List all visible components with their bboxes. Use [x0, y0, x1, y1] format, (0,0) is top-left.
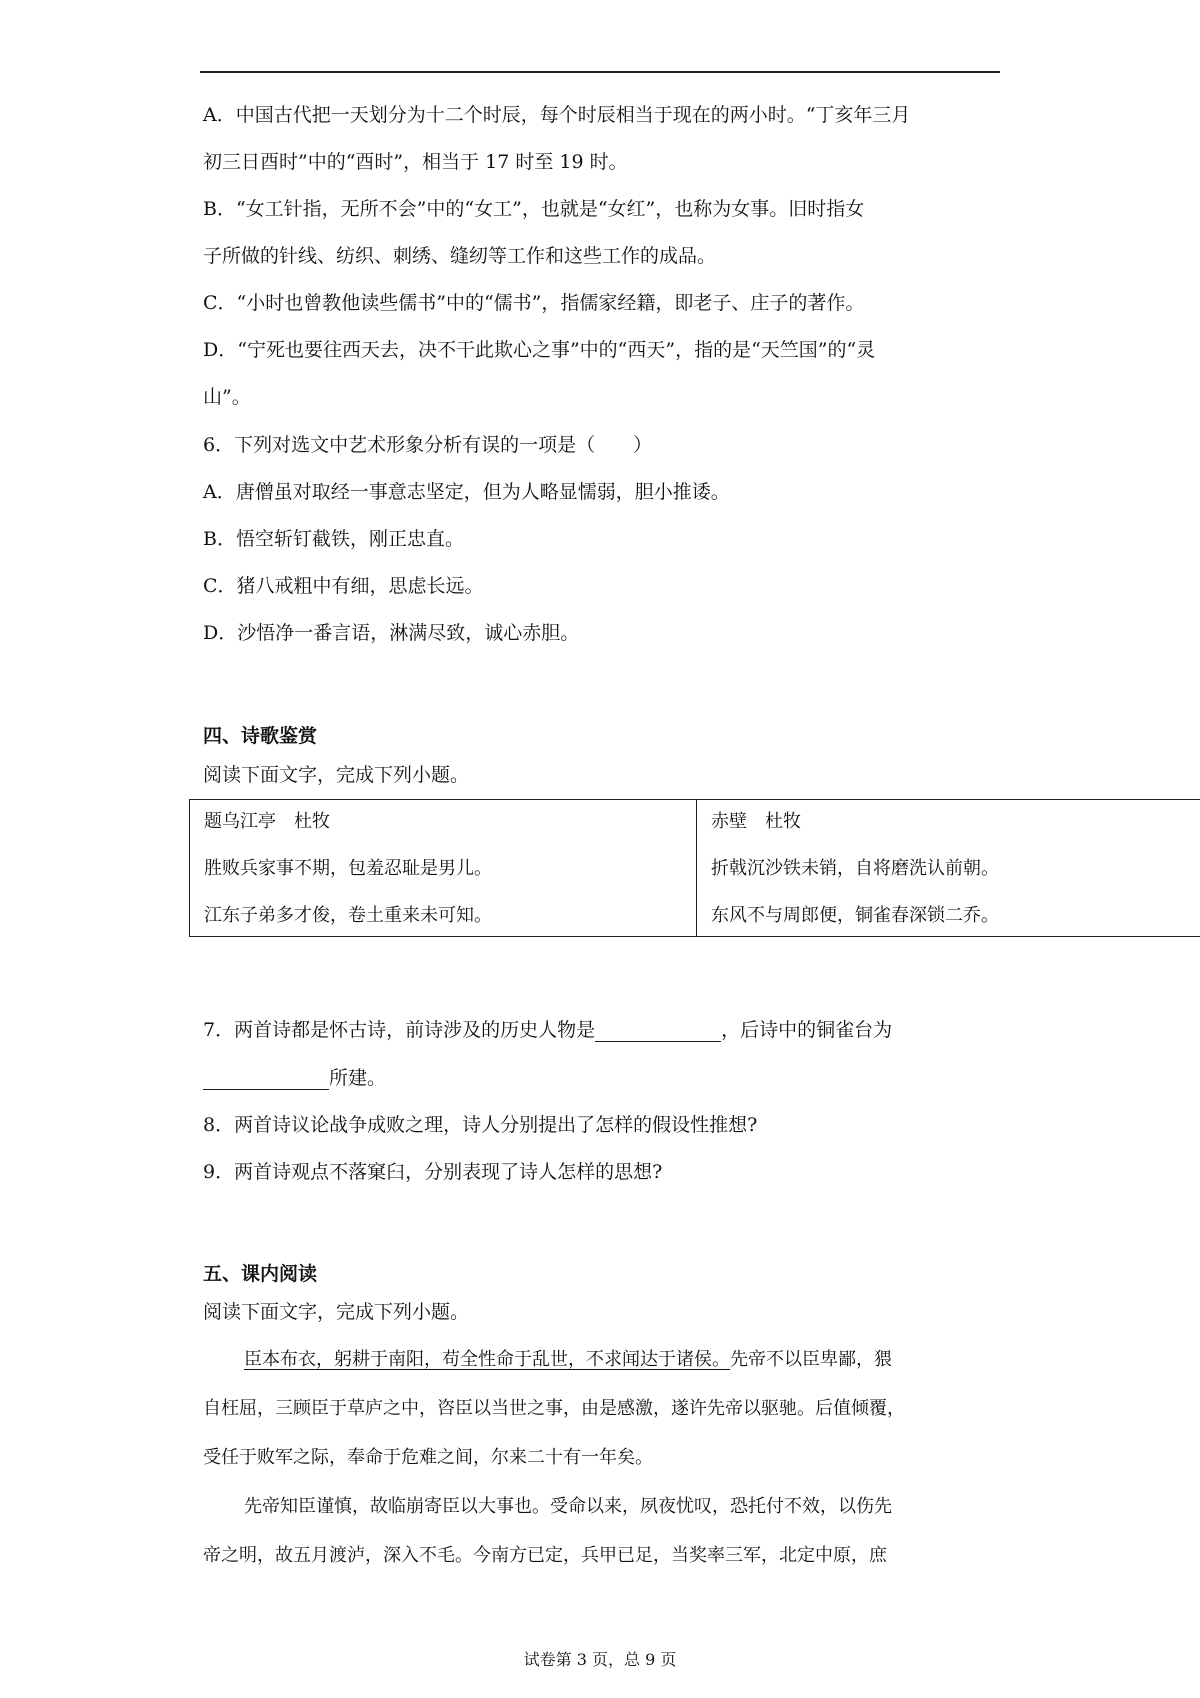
- q5-option-c-line1: C．“小时也曾教他读些儒书”中的“儒书”，指儒家经籍，即老子、庄子的著作。: [203, 292, 865, 314]
- q7-blank-1[interactable]: [595, 1023, 721, 1042]
- q5-option-b-line1: B．“女工针指，无所不会”中的“女工”，也就是“女红”，也称为女事。旧时指女: [203, 198, 865, 220]
- poem-table: [189, 799, 1200, 937]
- poem1-cell: [190, 800, 697, 937]
- q6-option-a: A．唐僧虽对取经一事意志坚定，但为人略显懦弱，胆小推诿。: [203, 481, 730, 503]
- poem2-title: 赤壁 杜牧: [711, 811, 801, 832]
- q8: 8．两首诗议论战争成败之理，诗人分别提出了怎样的假设性推想?: [203, 1114, 758, 1136]
- q7-text-part1: 7．两首诗都是怀古诗，前诗涉及的历史人物是: [203, 1019, 596, 1041]
- section5-heading: 五、课内阅读: [203, 1263, 318, 1285]
- section5-instruction: 阅读下面文字，完成下列小题。: [203, 1301, 470, 1323]
- passage-p1-line1: [244, 1348, 892, 1372]
- q7-text-part2: ，后诗中的铜雀台为: [721, 1019, 893, 1041]
- q7-line1: [203, 1018, 892, 1042]
- q5-option-a-line1: A．中国古代把一天划分为十二个时辰，每个时辰相当于现在的两小时。“丁亥年三月: [203, 104, 911, 126]
- section4-instruction: 阅读下面文字，完成下列小题。: [203, 764, 470, 786]
- q5-option-b-line2: 子所做的针线、纺织、刺绣、缝纫等工作和这些工作的成品。: [203, 245, 717, 267]
- poem2-line1: 折戟沉沙铁未销，自将磨洗认前朝。: [711, 858, 999, 879]
- passage-p1-line1-rest: 先帝不以臣卑鄙，猥: [730, 1349, 892, 1370]
- poem1-line1: 胜败兵家事不期，包羞忍耻是男儿。: [204, 858, 492, 879]
- q9: 9．两首诗观点不落窠臼，分别表现了诗人怎样的思想?: [203, 1161, 663, 1183]
- section4-heading: 四、诗歌鉴赏: [203, 725, 318, 747]
- q7-text-part3: 所建。: [329, 1067, 387, 1089]
- q5-option-a-line2: 初三日酉时”中的“酉时”，相当于 17 时至 19 时。: [203, 151, 628, 173]
- q6-option-d: D．沙悟净一番言语，淋满尽致，诚心赤胆。: [203, 622, 580, 644]
- q5-option-d-line2: 山”。: [203, 386, 251, 408]
- poem2-cell: [697, 800, 1200, 937]
- poem1-line2: 江东子弟多才俊，卷土重来未可知。: [204, 905, 492, 926]
- q6-option-c: C．猪八戒粗中有细，思虑长远。: [203, 575, 484, 597]
- poem2-line2: 东风不与周郎便，铜雀春深锁二乔。: [711, 905, 999, 926]
- q7-blank-2[interactable]: [203, 1071, 329, 1090]
- page-footer: 试卷第 3 页，总 9 页: [523, 1650, 677, 1669]
- q5-option-d-line1: D．“宁死也要往西天去，决不干此欺心之事”中的“西天”，指的是“天竺国”的“灵: [203, 339, 876, 361]
- passage-p2-line2: 帝之明，故五月渡泸，深入不毛。今南方已定，兵甲已足，当奖率三军，北定中原，庶: [203, 1545, 887, 1566]
- q7-line2: [203, 1066, 386, 1090]
- poem1-title: 题乌江亭 杜牧: [204, 811, 330, 832]
- q6-option-b: B．悟空斩钉截铁，刚正忠直。: [203, 528, 464, 550]
- header-rule: [200, 71, 1000, 73]
- q6-stem: 6．下列对选文中艺术形象分析有误的一项是（ ）: [203, 434, 653, 456]
- passage-p1-line3: 受任于败军之际，奉命于危难之间，尔来二十有一年矣。: [203, 1447, 653, 1468]
- passage-underlined-sentence: 臣本布衣，躬耕于南阳，苟全性命于乱世，不求闻达于诸侯。: [244, 1349, 730, 1370]
- passage-p2-line1: 先帝知臣谨慎，故临崩寄臣以大事也。受命以来，夙夜忧叹，恐托付不效，以伤先: [244, 1496, 892, 1517]
- passage-p1-line2: 自枉屈，三顾臣于草庐之中，咨臣以当世之事，由是感激，遂许先帝以驱驰。后值倾覆，: [203, 1398, 905, 1419]
